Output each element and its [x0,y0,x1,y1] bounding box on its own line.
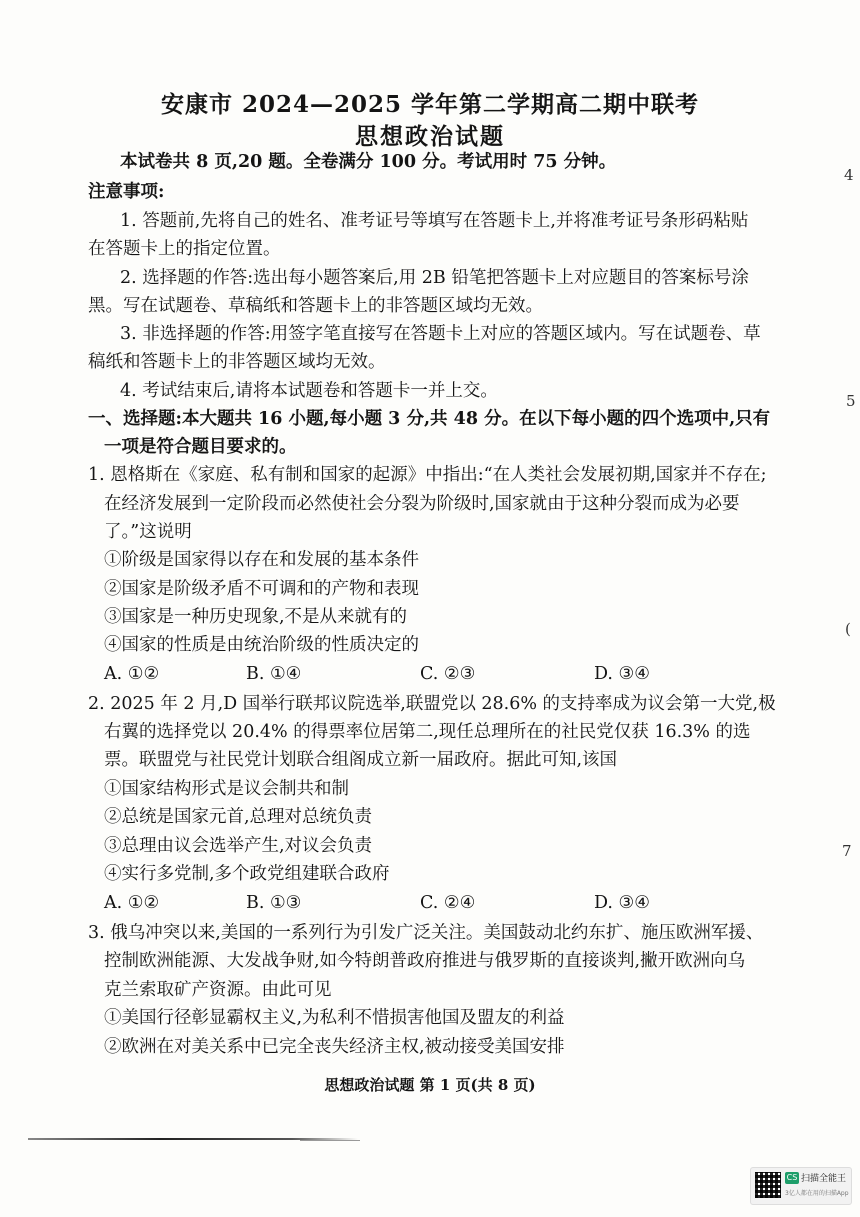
notes-heading: 注意事项: [88,182,165,202]
question-1-stem: 在经济发展到一定阶段而必然使社会分裂为阶级时,国家就由于这种分裂而成为必要 [104,494,740,514]
note-line: 2. 选择题的作答:选出每小题答案后,用 2B 铅笔把答题卡上对应题目的答案标号涂 [120,268,749,288]
margin-mark: 7 [842,842,852,860]
question-1-option-d: D. ③④ [594,664,650,684]
exam-title: 安康市 2024—2025 学年第二学期高二期中联考 [160,91,700,118]
question-2-item: ①国家结构形式是议会制共和制 [104,779,349,799]
question-3-item: ②欧洲在对美关系中已完全丧失经济主权,被动接受美国安排 [104,1037,565,1057]
question-1-stem: 了。”这说明 [104,522,192,542]
question-3-stem: 3. 俄乌冲突以来,美国的一系列行为引发广泛关注。美国鼓动北约东扩、施压欧洲军援、 [88,923,764,943]
question-2-option-c: C. ②④ [420,893,476,913]
note-line: 3. 非选择题的作答:用签字笔直接写在答题卡上对应的答题区域内。写在试题卷、草 [120,324,761,344]
section-heading: 一项是符合题目要求的。 [104,437,297,457]
note-line: 1. 答题前,先将自己的姓名、准考证号等填写在答题卡上,并将准考证号条形码粘贴 [120,211,749,231]
question-2-stem: 2. 2025 年 2 月,D 国举行联邦议院选举,联盟党以 28.6% 的支持率成为议会第一大党,极 [88,694,776,714]
note-line: 4. 考试结束后,请将本试题卷和答题卡一并上交。 [120,381,498,401]
question-2-stem: 右翼的选择党以 20.4% 的得票率位居第二,现任总理所在的社民党仅获 16.3% 的选 [104,722,751,742]
scanner-tagline: 3亿人都在用的扫描App [785,1190,849,1197]
note-line: 黑。写在试题卷、草稿纸和答题卡上的非答题区域均无效。 [88,296,543,316]
exam-subject-title: 思想政治试题 [355,123,505,150]
question-2-stem: 票。联盟党与社民党计划联合组阁成立新一届政府。据此可知,该国 [104,750,618,770]
question-1-stem: 1. 恩格斯在《家庭、私有制和国家的起源》中指出:“在人类社会发展初期,国家并不存在; [88,465,767,485]
margin-mark: 4 [844,166,854,184]
question-3-stem: 控制欧洲能源、大发战争财,如今特朗普政府推进与俄罗斯的直接谈判,撇开欧洲向乌 [104,951,746,971]
question-1-item: ②国家是阶级矛盾不可调和的产物和表现 [104,579,419,599]
note-line: 在答题卡上的指定位置。 [88,239,281,259]
question-1-item: ④国家的性质是由统治阶级的性质决定的 [104,635,419,655]
page-footer: 思想政治试题 第 1 页(共 8 页) [324,1076,536,1094]
question-3-item: ①美国行径彰显霸权主义,为私利不惜损害他国及盟友的利益 [104,1008,565,1028]
question-2-item: ②总统是国家元首,总理对总统负责 [104,807,373,827]
margin-mark: 5 [846,392,856,410]
camscanner-logo-icon: CS [786,1173,798,1182]
question-1-option-a: A. ①② [104,664,160,684]
scan-artifact-line [300,1140,360,1141]
question-3-stem: 克兰索取矿产资源。由此可见 [104,980,332,1000]
question-2-option-b: B. ①③ [246,893,302,913]
question-2-item: ③总理由议会选举产生,对议会负责 [104,836,373,856]
question-1-option-c: C. ②③ [420,664,476,684]
question-1-item: ③国家是一种历史现象,不是从来就有的 [104,607,408,627]
margin-mark: ( [845,620,851,638]
question-2-option-a: A. ①② [104,893,160,913]
question-1-option-b: B. ①④ [246,664,302,684]
note-line: 稿纸和答题卡上的非答题区域均无效。 [88,352,386,372]
exam-intro: 本试卷共 8 页,20 题。全卷满分 100 分。考试用时 75 分钟。 [120,152,617,172]
scanner-watermark-badge [750,1167,852,1205]
section-heading: 一、选择题:本大题共 16 小题,每小题 3 分,共 48 分。在以下每小题的四个选项中,只有 [88,409,771,429]
question-2-option-d: D. ③④ [594,893,650,913]
question-2-item: ④实行多党制,多个政党组建联合政府 [104,864,390,884]
qr-code-icon [755,1172,781,1198]
scanner-app-name: 扫描全能王 [801,1174,847,1184]
question-1-item: ①阶级是国家得以存在和发展的基本条件 [104,550,419,570]
